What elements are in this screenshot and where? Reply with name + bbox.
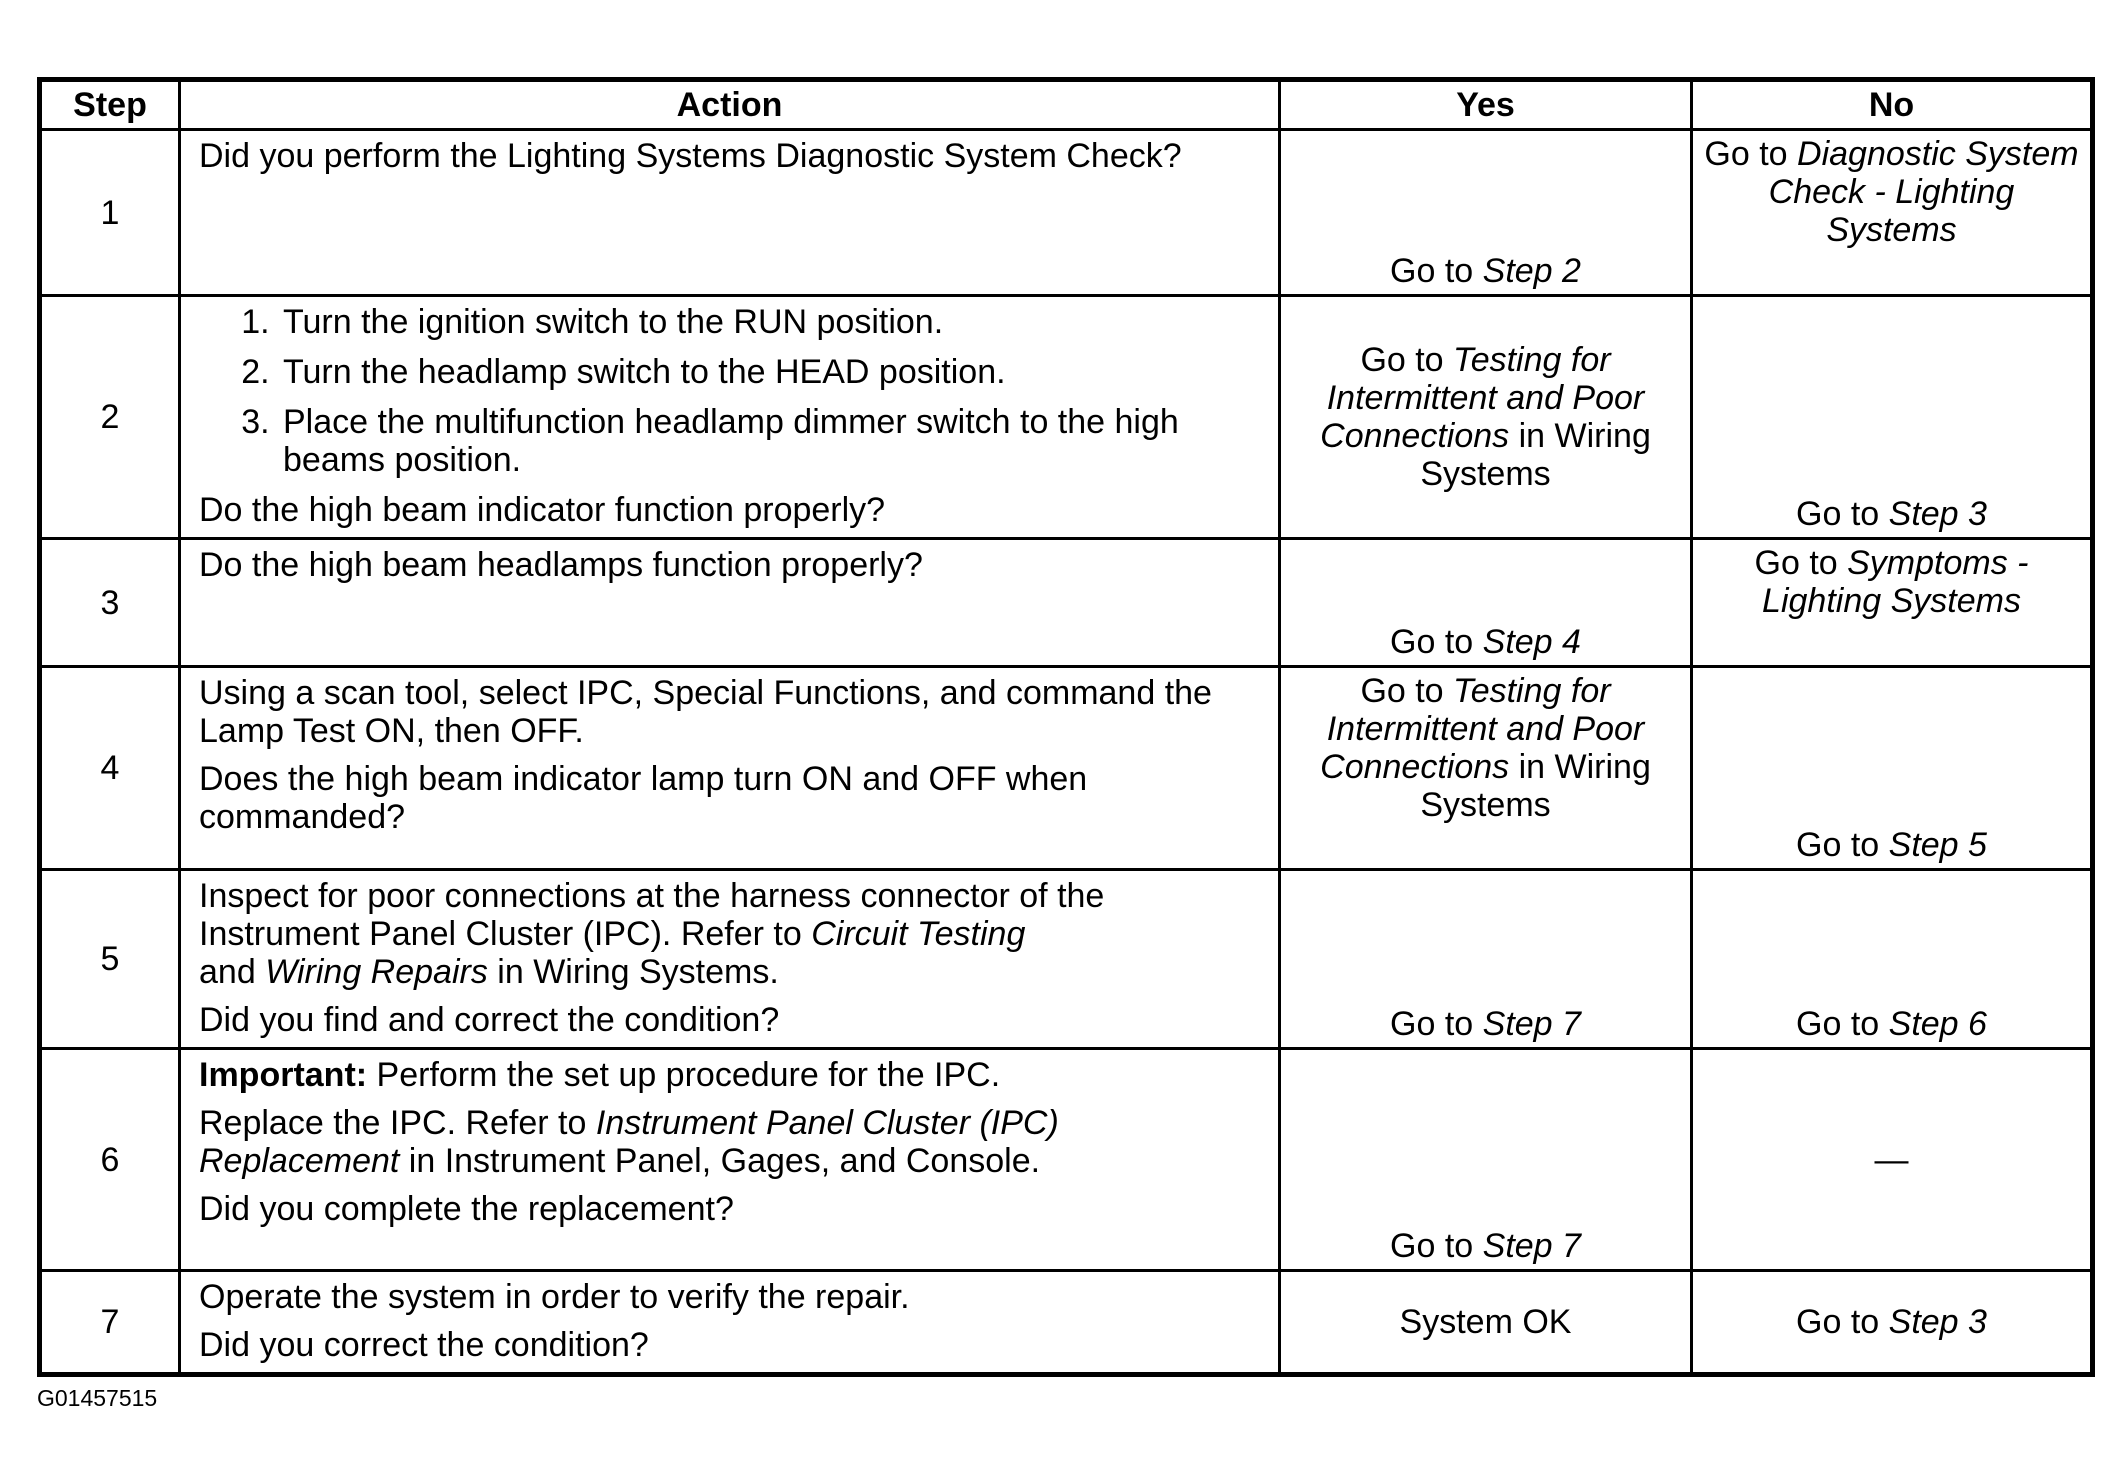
no-cell	[1692, 1271, 2093, 1375]
action-cell	[180, 296, 1280, 539]
action-cell	[180, 870, 1280, 1049]
action-text: Do the high beam headlamps function properly?	[199, 546, 923, 584]
action-text: Operate the system in order to verify the repair.	[199, 1278, 910, 1316]
no-prefix: Go to	[1796, 495, 1889, 533]
action-question: Did you complete the replacement?	[199, 1190, 734, 1228]
yes-prefix: Go to	[1390, 252, 1483, 290]
yes-prefix: Go to	[1390, 1227, 1483, 1265]
no-cell	[1692, 296, 2093, 539]
step-number: 5	[40, 870, 180, 1049]
action-text-part: in Wiring Systems.	[487, 953, 779, 991]
action-text-part: Replace the IPC. Refer to	[199, 1104, 596, 1142]
action-step-item: 2. Turn the headlamp switch to the HEAD position.	[279, 353, 1258, 391]
action-text	[199, 877, 1258, 991]
table-row	[40, 296, 2093, 539]
yes-cell	[1280, 667, 1692, 870]
action-step-item: 3. Place the multifunction headlamp dimmer switch to the high beams position.	[279, 403, 1258, 479]
action-question: Does the high beam indicator lamp turn ON and OFF when commanded?	[199, 760, 1088, 836]
no-reference: Step 6	[1888, 1005, 1987, 1043]
ipc-replacement-reference: Instrument Panel Cluster (IPC) Replacement	[199, 1104, 1059, 1180]
header-no: No	[1692, 80, 2093, 130]
figure-id: G01457515	[37, 1385, 158, 1411]
action-cell	[180, 1271, 1280, 1375]
table-row	[40, 870, 2093, 1049]
table-row	[40, 1049, 2093, 1271]
no-cell	[1692, 870, 2093, 1049]
no-reference: Diagnostic System Check - Lighting Systems	[1768, 135, 2079, 249]
action-question: Did you find and correct the condition?	[199, 1001, 780, 1039]
table-row	[40, 130, 2093, 296]
no-prefix: Go to	[1704, 135, 1798, 173]
yes-reference: Step 2	[1482, 252, 1581, 290]
no-cell	[1692, 667, 2093, 870]
action-step-item: 1. Turn the ignition switch to the RUN position.	[279, 303, 1258, 341]
yes-prefix: Go to	[1360, 672, 1454, 710]
table-row	[40, 1271, 2093, 1375]
action-cell	[180, 1049, 1280, 1271]
no-reference: Step 5	[1888, 826, 1987, 864]
important-label: Important:	[199, 1056, 368, 1094]
action-text-part: Inspect for poor connections at the harness connector of the Instrument Panel Cluster (IPC). Refer to	[199, 877, 1105, 953]
yes-cell	[1280, 1049, 1692, 1271]
no-cell	[1692, 1049, 2093, 1271]
yes-reference: Step 4	[1482, 623, 1581, 661]
step-number: 2	[40, 296, 180, 539]
yes-reference: Step 7	[1482, 1005, 1581, 1043]
action-text: Using a scan tool, select IPC, Special Functions, and command the Lamp Test ON, then OFF.	[199, 674, 1212, 750]
no-cell	[1692, 130, 2093, 296]
circuit-testing-reference: Circuit Testing	[811, 915, 1026, 953]
yes-cell	[1280, 870, 1692, 1049]
yes-cell	[1280, 130, 1692, 296]
step-number: 4	[40, 667, 180, 870]
step-number: 7	[40, 1271, 180, 1375]
yes-suffix: in Wiring Systems	[1420, 748, 1651, 824]
step-number: 3	[40, 539, 180, 667]
no-prefix: Go to	[1796, 1303, 1889, 1341]
action-text: Did you perform the Lighting Systems Diagnostic System Check?	[199, 137, 1182, 175]
action-question: Did you correct the condition?	[199, 1326, 649, 1364]
action-question: Do the high beam indicator function properly?	[199, 491, 886, 529]
action-text	[199, 1104, 1119, 1180]
no-reference: Step 3	[1888, 495, 1987, 533]
action-text-part: and	[199, 953, 266, 991]
table-row	[40, 667, 2093, 870]
action-step-list	[199, 303, 1258, 479]
yes-prefix: Go to	[1360, 341, 1454, 379]
important-text: Perform the set up procedure for the IPC.	[367, 1056, 1001, 1094]
action-text-part: in Instrument Panel, Gages, and Console.	[399, 1142, 1041, 1180]
table-header-row	[40, 80, 2093, 130]
action-cell	[180, 130, 1280, 296]
no-cell	[1692, 539, 2093, 667]
no-reference: Symptoms - Lighting Systems	[1762, 544, 2029, 620]
step-number: 1	[40, 130, 180, 296]
table-row	[40, 539, 2093, 667]
yes-reference: Step 7	[1482, 1227, 1581, 1265]
action-cell	[180, 539, 1280, 667]
yes-reference: Testing for Intermittent and Poor Connections	[1320, 341, 1645, 455]
yes-suffix: in Wiring Systems	[1420, 417, 1651, 493]
header-step: Step	[40, 80, 180, 130]
no-dash: —	[1874, 1140, 1909, 1179]
yes-cell	[1280, 1271, 1692, 1375]
no-prefix: Go to	[1796, 826, 1889, 864]
header-action: Action	[180, 80, 1280, 130]
diagnostic-table	[37, 77, 2095, 1377]
yes-cell	[1280, 296, 1692, 539]
header-yes: Yes	[1280, 80, 1692, 130]
wiring-repairs-reference: Wiring Repairs	[265, 953, 488, 991]
yes-text: System OK	[1399, 1303, 1572, 1341]
step-number: 6	[40, 1049, 180, 1271]
action-cell	[180, 667, 1280, 870]
yes-reference: Testing for Intermittent and Poor Connections	[1320, 672, 1645, 786]
no-prefix: Go to	[1754, 544, 1848, 582]
yes-cell	[1280, 539, 1692, 667]
yes-prefix: Go to	[1390, 623, 1483, 661]
important-note	[199, 1056, 1258, 1094]
yes-prefix: Go to	[1390, 1005, 1483, 1043]
no-reference: Step 3	[1888, 1303, 1987, 1341]
no-prefix: Go to	[1796, 1005, 1889, 1043]
